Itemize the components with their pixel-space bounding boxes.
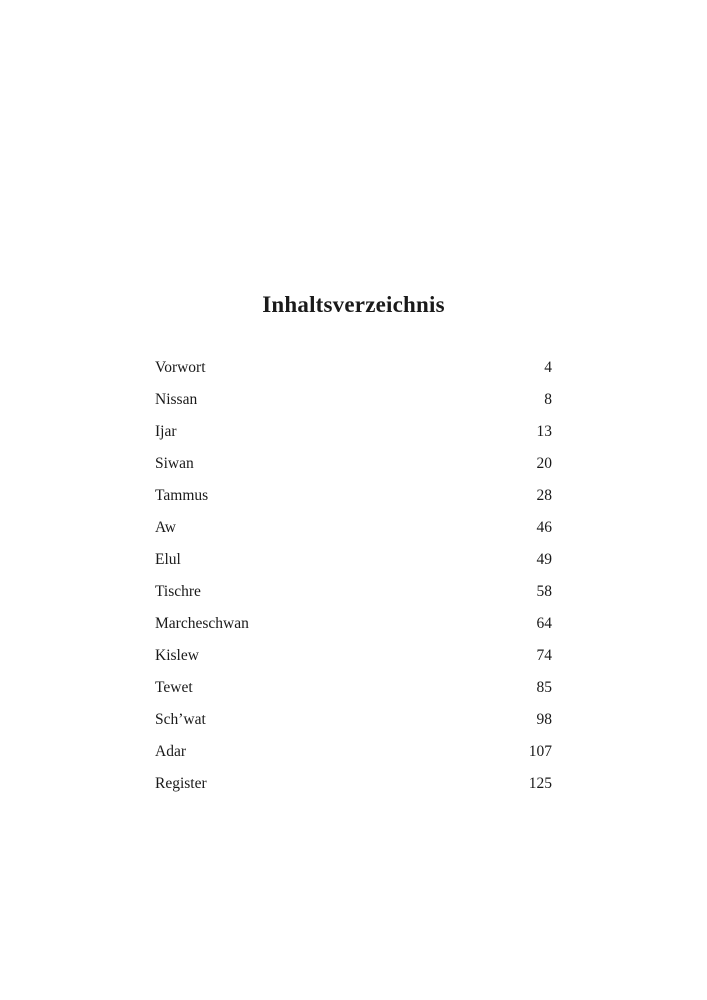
table-of-contents xyxy=(155,359,552,807)
toc-entry-page: 20 xyxy=(536,455,552,472)
toc-entry-title: Tischre xyxy=(155,583,201,600)
toc-entry-page: 107 xyxy=(528,743,552,760)
toc-entry xyxy=(155,679,552,711)
toc-entry-page: 64 xyxy=(536,615,552,632)
toc-entry-title: Tammus xyxy=(155,487,209,504)
toc-entry-page: 46 xyxy=(536,519,552,536)
toc-entry xyxy=(155,391,552,423)
page-title: Inhaltsverzeichnis xyxy=(262,292,445,317)
toc-entry xyxy=(155,551,552,583)
toc-entry xyxy=(155,743,552,775)
toc-entry-page: 125 xyxy=(528,775,552,792)
toc-entry xyxy=(155,359,552,391)
toc-entry-page: 28 xyxy=(536,487,552,504)
toc-entry-page: 49 xyxy=(536,551,552,568)
toc-entry-title: Elul xyxy=(155,551,181,568)
toc-entry-title: Vorwort xyxy=(155,359,206,376)
toc-entry xyxy=(155,775,552,807)
toc-entry-title: Marcheschwan xyxy=(155,615,249,632)
toc-entry-title: Kislew xyxy=(155,647,199,664)
toc-entry-page: 74 xyxy=(536,647,552,664)
toc-entry xyxy=(155,455,552,487)
toc-entry-title: Adar xyxy=(155,743,186,760)
toc-entry-title: Tewet xyxy=(155,679,193,696)
toc-entry xyxy=(155,519,552,551)
toc-entry-page: 4 xyxy=(544,359,552,376)
toc-entry xyxy=(155,487,552,519)
toc-entry xyxy=(155,647,552,679)
toc-entry-title: Nissan xyxy=(155,391,198,408)
toc-entry-title: Ijar xyxy=(155,423,177,440)
toc-entry-page: 98 xyxy=(536,711,552,728)
toc-entry-page: 85 xyxy=(536,679,552,696)
toc-entry-page: 8 xyxy=(544,391,552,408)
toc-entry-page: 58 xyxy=(536,583,552,600)
toc-entry-title: Register xyxy=(155,775,207,792)
toc-entry-title: Aw xyxy=(155,519,176,536)
toc-entry xyxy=(155,711,552,743)
toc-entry xyxy=(155,615,552,647)
toc-entry xyxy=(155,423,552,455)
toc-entry-page: 13 xyxy=(536,423,552,440)
toc-entry xyxy=(155,583,552,615)
toc-entry-title: Siwan xyxy=(155,455,194,472)
toc-entry-title: Sch’wat xyxy=(155,711,206,728)
